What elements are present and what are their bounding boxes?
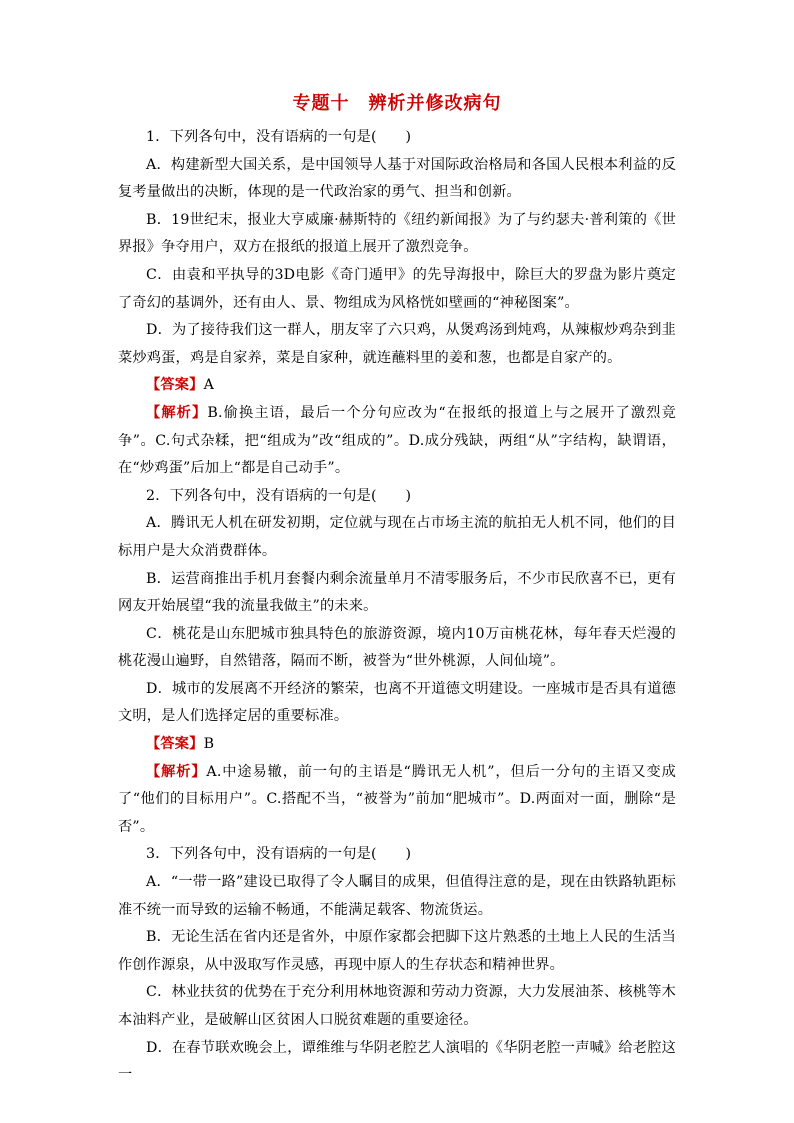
question-2-option-a: A．腾讯无人机在研发初期，定位就与现在占市场主流的航拍无人机不同，他们的目标用户是大众消费群体。 [118,515,676,559]
analysis-text: B.偷换主语，最后一个分句应改为“在报纸的报道上与之展开了激烈竞争”。C.句式杂糅，把“组成为”改“组成的”。D.成分残缺，两组“从”字结构，缺谓语，在“炒鸡蛋”后加上“都是自己动手”。 [118,404,676,477]
document-page [118,92,676,1090]
question-1-analysis [118,400,676,483]
answer-value: A [203,377,215,394]
question-2-analysis [118,759,676,842]
question-1-option-a: A．构建新型大国关系，是中国领导人基于对国际政治格局和各国人民根本利益的反复考量做出的决断，体现的是一代政治家的勇气、担当和创新。 [118,156,676,201]
analysis-label: 【解析】 [146,404,208,421]
question-1-option-c: C．由袁和平执导的3D电影《奇门遁甲》的先导海报中，除巨大的罗盘为影片奠定了奇幻的基调外，还有由人、景、物组成为风格恍如壁画的“神秘图案”。 [118,266,676,311]
answer-label: 【答案】 [146,736,204,753]
answer-value: B [203,736,215,753]
question-3-option-c: C．林业扶贫的优势在于充分利用林地资源和劳动力资源，大力发展油茶、核桃等木本油料产业，是破解山区贫困人口脱贫难题的重要途径。 [118,984,676,1028]
question-stem-2: 2．下列各句中，没有语病的一句是( ) [146,487,412,504]
question-3-option-d: D．在春节联欢晚会上，谭维维与华阴老腔艺人演唱的《华阴老腔一声喊》给老腔这一 [118,1039,676,1084]
question-3-option-a: A．“一带一路”建设已取得了令人瞩目的成果，但值得注意的是，现在由铁路轨距标准不统一而导致的运输不畅通，不能满足载客、物流货运。 [118,874,676,918]
question-2-option-b: B．运营商推出手机月套餐内剩余流量单月不清零服务后，不少市民欣喜不已，更有网友开始展望“我的流量我做主”的未来。 [118,570,676,615]
question-1-answer [118,372,676,400]
question-2-option-c: C．桃花是山东肥城市独具特色的旅游资源，境内10万亩桃花林，每年春天烂漫的桃花漫山遍野，自然错落，隔而不断，被誉为“世外桃源，人间仙境”。 [118,625,676,670]
analysis-label: 【解析】 [146,763,207,780]
question-1-option-d: D．为了接待我们这一群人，朋友宰了六只鸡，从煲鸡汤到炖鸡，从辣椒炒鸡杂到韭菜炒鸡蛋，鸡是自家养，菜是自家种，就连蘸料里的姜和葱，也都是自家产的。 [118,322,676,366]
question-2-answer [118,731,676,759]
page-title: 专题十 辨析并修改病句 [292,93,502,114]
answer-label: 【答案】 [146,377,204,394]
question-1-option-b: B．19世纪末，报业大亨威廉·赫斯特的《纽约新闻报》为了与约瑟夫·普利策的《世界报》争夺用户，双方在报纸的报道上展开了激烈竞争。 [118,211,676,256]
question-stem-3: 3．下列各句中，没有语病的一句是( ) [146,846,412,863]
question-stem-1: 1．下列各句中，没有语病的一句是( ) [146,129,412,145]
analysis-text: A.中途易辙，前一句的主语是“腾讯无人机”，但后一分句的主语又变成了“他们的目标用户”。C.搭配不当，“被誉为”前加“肥城市”。D.两面对一面，删除“是否”。 [118,763,676,835]
question-3-option-b: B．无论生活在省内还是省外，中原作家都会把脚下这片熟悉的土地上人民的生活当作创作源泉，从中汲取写作灵感，再现中原人的生存状态和精神世界。 [118,929,676,973]
question-2-option-d: D．城市的发展离不开经济的繁荣，也离不开道德文明建设。一座城市是否具有道德文明，是人们选择定居的重要标准。 [118,680,676,725]
